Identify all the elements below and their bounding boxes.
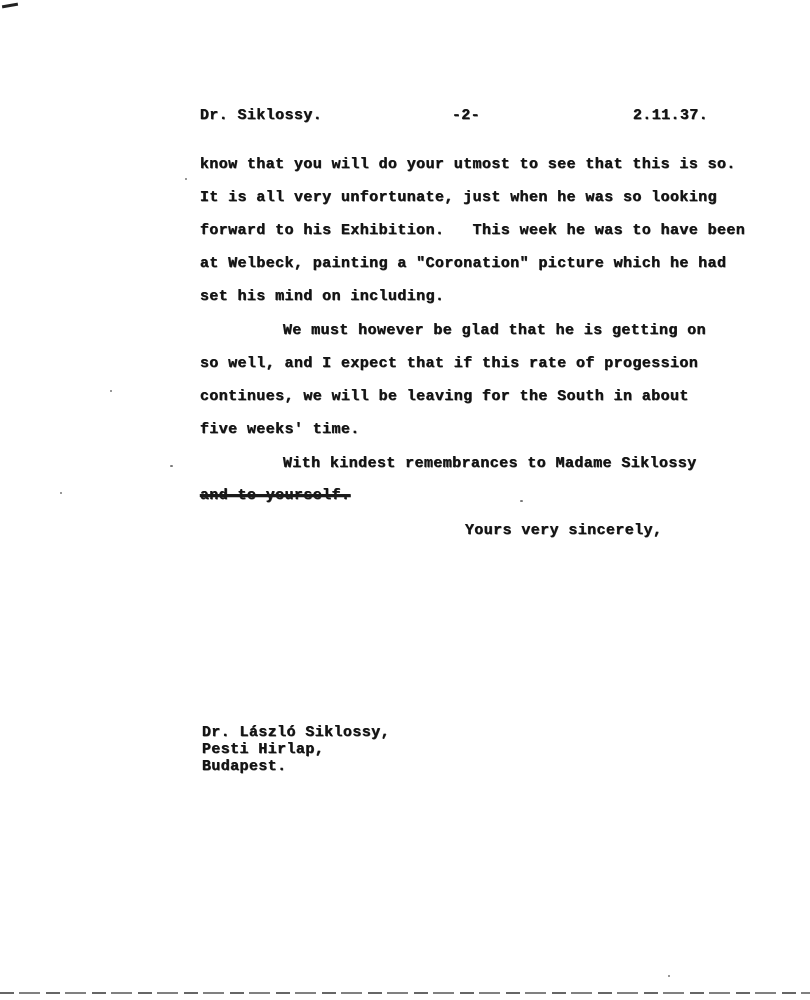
body-line: forward to his Exhibition. This week he was to have been bbox=[200, 222, 746, 239]
body-line: set his mind on including. bbox=[200, 288, 445, 305]
paper-speck bbox=[110, 390, 112, 392]
address-organization: Pesti Hirlap, bbox=[202, 741, 325, 758]
address-name: Dr. László Siklossy, bbox=[202, 724, 391, 741]
paper-speck bbox=[60, 492, 62, 494]
body-line-paragraph-start: We must however be glad that he is getting on bbox=[283, 322, 707, 339]
struck-out-line: and to yourself. bbox=[200, 487, 351, 504]
body-line: five weeks' time. bbox=[200, 421, 360, 438]
paper-speck bbox=[185, 178, 187, 180]
body-line: continues, we will be leaving for the South in about bbox=[200, 388, 689, 405]
closing-salutation: Yours very sincerely, bbox=[465, 522, 663, 539]
header-recipient: Dr. Siklossy. bbox=[200, 107, 323, 124]
body-line: know that you will do your utmost to see that this is so. bbox=[200, 156, 736, 173]
corner-ink-mark bbox=[2, 3, 18, 9]
scan-bottom-edge bbox=[0, 992, 810, 994]
body-line: so well, and I expect that if this rate of progession bbox=[200, 355, 699, 372]
paper-speck bbox=[520, 500, 523, 502]
body-line: It is all very unfortunate, just when he was so looking bbox=[200, 189, 718, 206]
paper-speck bbox=[668, 975, 670, 977]
paper-speck bbox=[170, 465, 173, 467]
body-line: at Welbeck, painting a "Coronation" picture which he had bbox=[200, 255, 727, 272]
header-page-number: -2- bbox=[452, 107, 481, 124]
body-line-paragraph-start: With kindest remembrances to Madame Siklossy bbox=[283, 455, 697, 472]
header-date: 2.11.37. bbox=[633, 107, 709, 124]
address-city: Budapest. bbox=[202, 758, 287, 775]
